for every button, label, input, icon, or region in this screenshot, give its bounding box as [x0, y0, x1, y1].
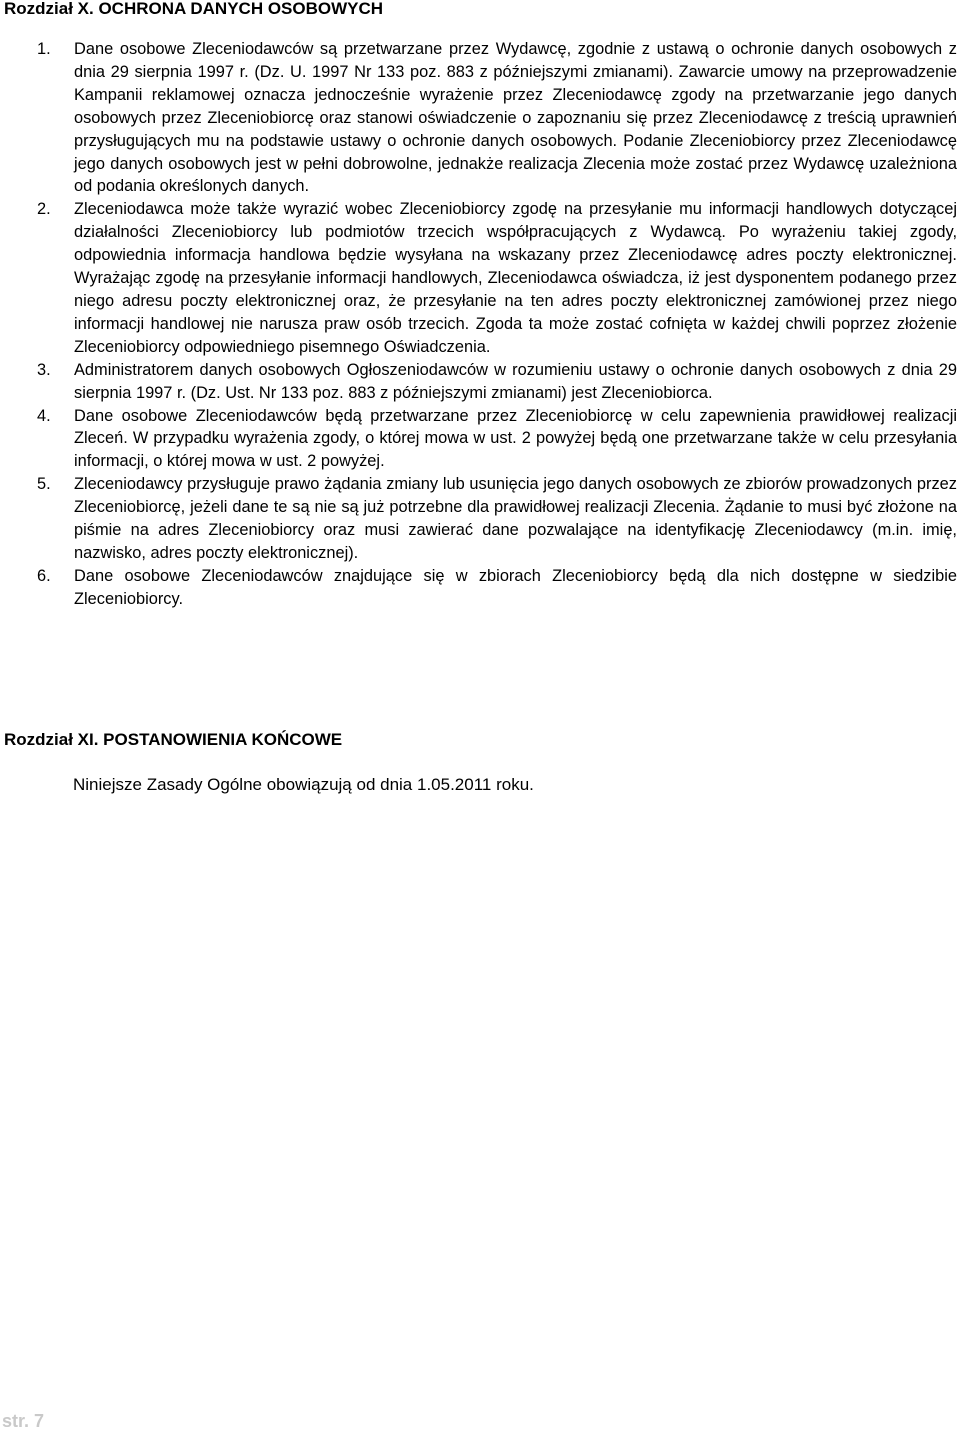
list-item-number: 4.	[37, 406, 51, 425]
list-item-text: Zleceniodawcy przysługuje prawo żądania zmiany lub usunięcia jego danych osobowych ze zbiorów prowadzonych przez Zleceniobiorcę, jeżeli dane te są nie są już potrzebne dla prawidłowej realizacji Zlecenia. Żądanie to musi być złożone na piśmie na adres Zleceniobiorcy oraz musi zawierać dane pozwalające na identyfikację Zleceniodawcy (m.in. imię, nazwisko, adres poczty elektronicznej).	[74, 475, 957, 562]
section-11-heading: Rozdział XI. POSTANOWIENIA KOŃCOWE	[4, 730, 343, 749]
list-item-text: Dane osobowe Zleceniodawców są przetwarzane przez Wydawcę, zgodnie z ustawą o ochronie danych osobowych z dnia 29 sierpnia 1997 r. (Dz. U. 1997 Nr 133 poz. 883 z późniejszymi zmianami). Zawarcie umowy na przeprowadzenie Kampanii reklamowej oznacza jednocześnie wyrażenie przez Zleceniodawcę zgody na przetwarzanie jego danych osobowych przez Zleceniobiorcę oraz stanowi oświadczenie o zapoznaniu się przez Zleceniodawcę z treścią uprawnień przysługujących mu na podstawie ustawy o ochronie danych osobowych. Podanie Zleceniobiorcy przez Zleceniodawcę jego danych osobowych jest w pełni dobrowolne, jednakże realizacja Zlecenia może zostać przez Wydawcę uzależniona od podania określonych danych.	[74, 40, 957, 196]
list-item	[0, 198, 960, 358]
list-item-text: Dane osobowe Zleceniodawców znajdujące się w zbiorach Zleceniobiorcy będą dla nich dostępne w siedzibie Zleceniobiorcy.	[74, 566, 957, 608]
list-item-number: 1.	[37, 40, 51, 58]
list-item	[0, 38, 960, 198]
effective-date-text: Niniejsze Zasady Ogólne obowiązują od dnia 1.05.2011 roku.	[73, 775, 534, 794]
list-item-text: Zleceniodawca może także wyrazić wobec Zleceniobiorcy zgodę na przesyłanie mu informacji handlowych dotyczącej działalności Zleceniobiorcy lub podmiotów trzecich współpracujących z Wydawcą. Po wyrażeniu takiej zgody, odpowiednia informacja handlowa będzie wysyłana na wskazany przez Zleceniodawcę adres poczty elektronicznej. Wyrażając zgodę na przesyłanie informacji handlowych, Zleceniodawca oświadcza, iż jest dysponentem podanego przez niego adresu poczty elektronicznej oraz, że przesyłanie na ten adres poczty elektronicznej zamówionej przez niego informacji handlowej nie narusza praw osób trzecich. Zgoda ta może zostać cofnięta w każdej chwili poprzez złożenie Zleceniobiorcy odpowiedniego pisemnego Oświadczenia.	[74, 200, 957, 356]
list-item-text: Administratorem danych osobowych Ogłoszeniodawców w rozumieniu ustawy o ochronie danych osobowych z dnia 29 sierpnia 1997 r. (Dz. Ust. Nr 133 poz. 883 z późniejszymi zmianami) jest Zleceniobiorca.	[74, 360, 957, 402]
list-item	[0, 565, 960, 611]
section-10-heading: Rozdział X. OCHRONA DANYCH OSOBOWYCH	[4, 0, 384, 18]
list-item	[0, 359, 960, 405]
list-item-number: 2.	[37, 200, 51, 219]
page-number: str. 7	[2, 1411, 45, 1431]
list-item	[0, 473, 960, 565]
list-item-number: 5.	[37, 475, 51, 494]
list-item-number: 3.	[37, 360, 51, 379]
list-item-number: 6.	[37, 566, 51, 585]
list-item-text: Dane osobowe Zleceniodawców będą przetwarzane przez Zleceniobiorcę w celu zapewnienia prawidłowej realizacji Zleceń. W przypadku wyrażenia zgody, o której mowa w ust. 2 powyżej będą one przetwarzane także w celu przesyłania informacji, o której mowa w ust. 2 powyżej.	[74, 406, 957, 471]
data-protection-list	[0, 38, 960, 611]
list-item	[0, 405, 960, 474]
